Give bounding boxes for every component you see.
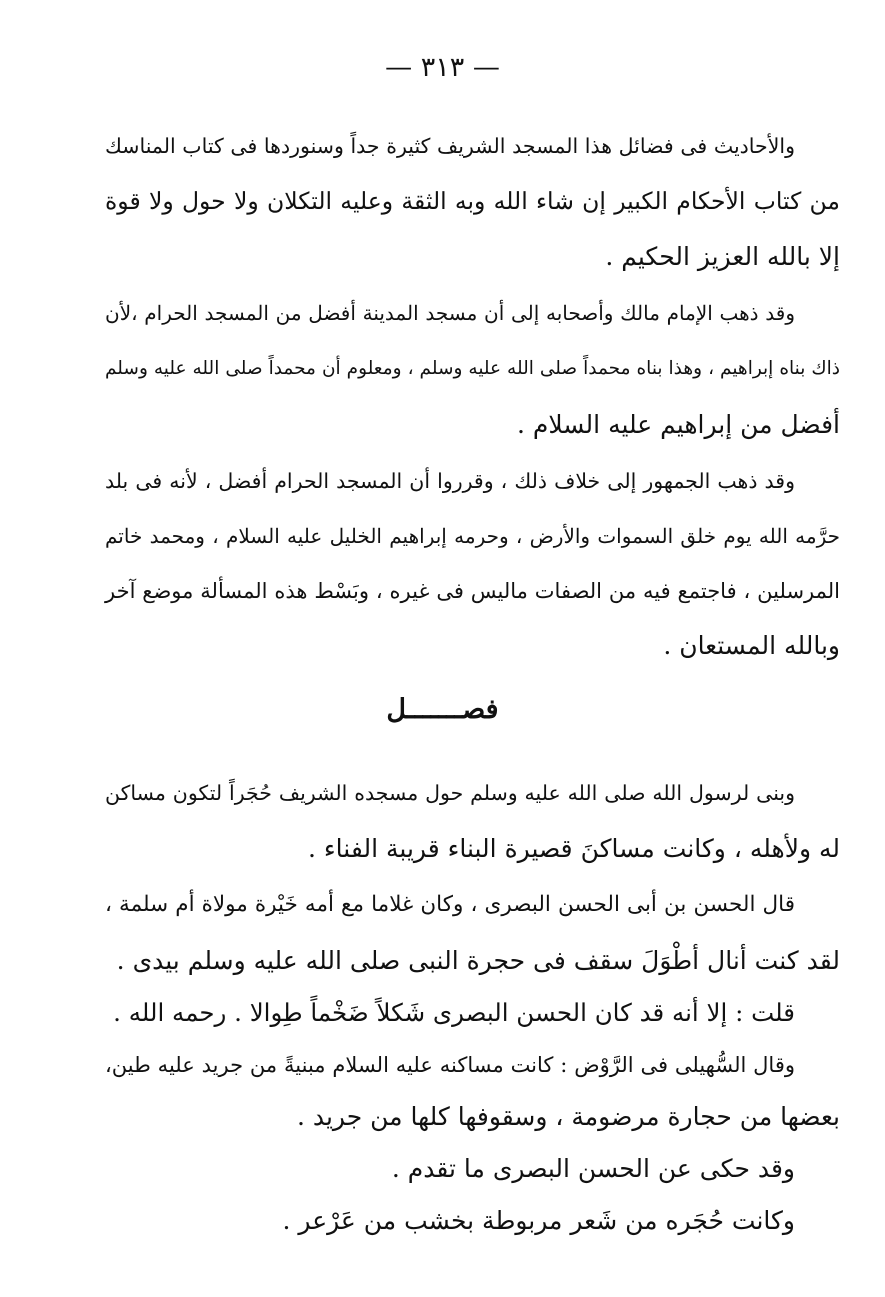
paragraph-2-line-1: وقد ذهب الإمام مالك وأصحابه إلى أن مسجد المدينة أفضل من المسجد الحرام ،لأن (105, 301, 795, 325)
section-heading: فصـــــــل (386, 694, 499, 725)
paragraph-1-line-3: إلا بالله العزيز الحكيم . (605, 242, 840, 271)
paragraph-3-line-1: وقد ذهب الجمهور إلى خلاف ذلك ، وقرروا أن المسجد الحرام أفضل ، لأنه فى بلد (105, 469, 795, 493)
paragraph-2-line-2: ذاك بناه إبراهيم ، وهذا بناه محمداً صلى الله عليه وسلم ، ومعلوم أن محمداً صلى الله عليه وسلم (105, 358, 840, 379)
section-paragraph-1-line-1: وبنى لرسول الله صلى الله عليه وسلم حول مسجده الشريف حُجَراً لتكون مساكن (105, 781, 795, 805)
page-number: — ٣١٣ — (385, 52, 500, 83)
paragraph-1-line-2: من كتاب الأحكام الكبير إن شاء الله وبه الثقة وعليه التكلان ولا حول ولا قوة (105, 187, 840, 215)
paragraph-3-line-4: وبالله المستعان . (663, 631, 840, 660)
section-paragraph-2-line-1: قال الحسن بن أبى الحسن البصرى ، وكان غلاما مع أمه خَيْرة مولاة أم سلمة ، (105, 892, 795, 917)
section-paragraph-4-line-1: وقال السُّهيلى فى الرَّوْض : كانت مساكنه عليه السلام مبنيةً من جريد عليه طين، (105, 1053, 795, 1077)
section-paragraph-3-line-1: قلت : إلا أنه قد كان الحسن البصرى شَكلاً ضَخْماً طِوالا . رحمه الله . (113, 998, 795, 1027)
section-paragraph-6-line-1: وكانت حُجَره من شَعر مربوطة بخشب من عَرْعر . (282, 1206, 795, 1235)
paragraph-1-line-1: والأحاديث فى فضائل هذا المسجد الشريف كثيرة جداً وسنوردها فى كتاب المناسك (105, 134, 795, 158)
section-paragraph-4-line-2: بعضها من حجارة مرضومة ، وسقوفها كلها من جريد . (296, 1102, 840, 1131)
paragraph-3-line-3: المرسلين ، فاجتمع فيه من الصفات ماليس فى غيره ، وبَسْط هذه المسألة موضع آخر (105, 579, 840, 603)
section-paragraph-5-line-1: وقد حكى عن الحسن البصرى ما تقدم . (391, 1154, 795, 1183)
paragraph-3-line-2: حرَّمه الله يوم خلق السموات والأرض ، وحرمه إبراهيم الخليل عليه السلام ، ومحمد خاتم (105, 524, 840, 548)
section-paragraph-2-line-2: لقد كنت أنال أطْوَلَ سقف فى حجرة النبى صلى الله عليه وسلم بيدى . (116, 946, 840, 975)
paragraph-2-line-3: أفضل من إبراهيم عليه السلام . (516, 410, 840, 439)
section-paragraph-1-line-2: له ولأهله ، وكانت مساكنَ قصيرة البناء قريبة الفناء . (308, 834, 840, 863)
